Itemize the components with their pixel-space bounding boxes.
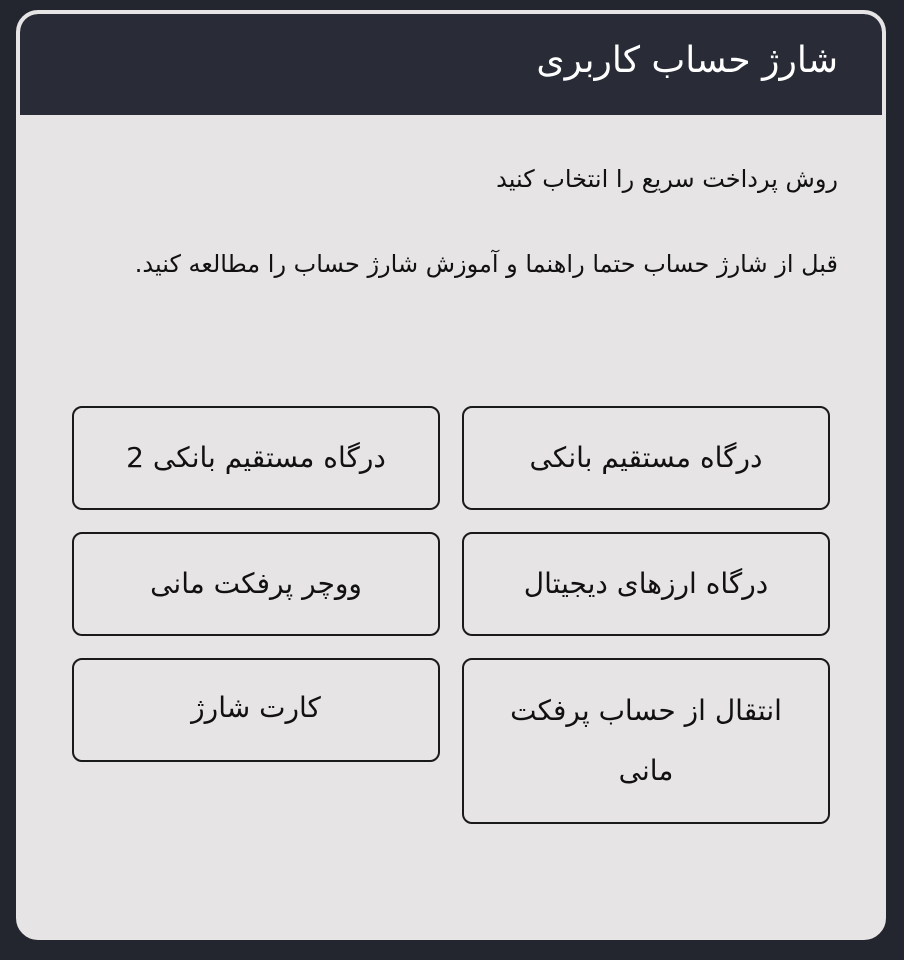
notice-text: قبل از شارژ حساب حتما راهنما و آموزش شارژ حساب را مطالعه کنید.: [134, 250, 838, 278]
option-perfect-money-transfer[interactable]: انتقال از حساب پرفکت مانی: [462, 658, 830, 824]
option-charge-card[interactable]: کارت شارژ: [72, 658, 440, 762]
intro-text: روش پرداخت سریع را انتخاب کنید: [496, 165, 838, 193]
option-direct-bank-gateway[interactable]: درگاه مستقیم بانکی: [462, 406, 830, 510]
option-direct-bank-gateway-2[interactable]: درگاه مستقیم بانکی 2: [72, 406, 440, 510]
option-perfect-money-voucher[interactable]: ووچر پرفکت مانی: [72, 532, 440, 636]
page-title: شارژ حساب کاربری: [536, 40, 838, 81]
payment-options: [70, 406, 830, 824]
option-crypto-gateway[interactable]: درگاه ارزهای دیجیتال: [462, 532, 830, 636]
card-header: [20, 14, 882, 115]
card-body: [20, 159, 882, 291]
charge-account-card: [16, 10, 886, 940]
